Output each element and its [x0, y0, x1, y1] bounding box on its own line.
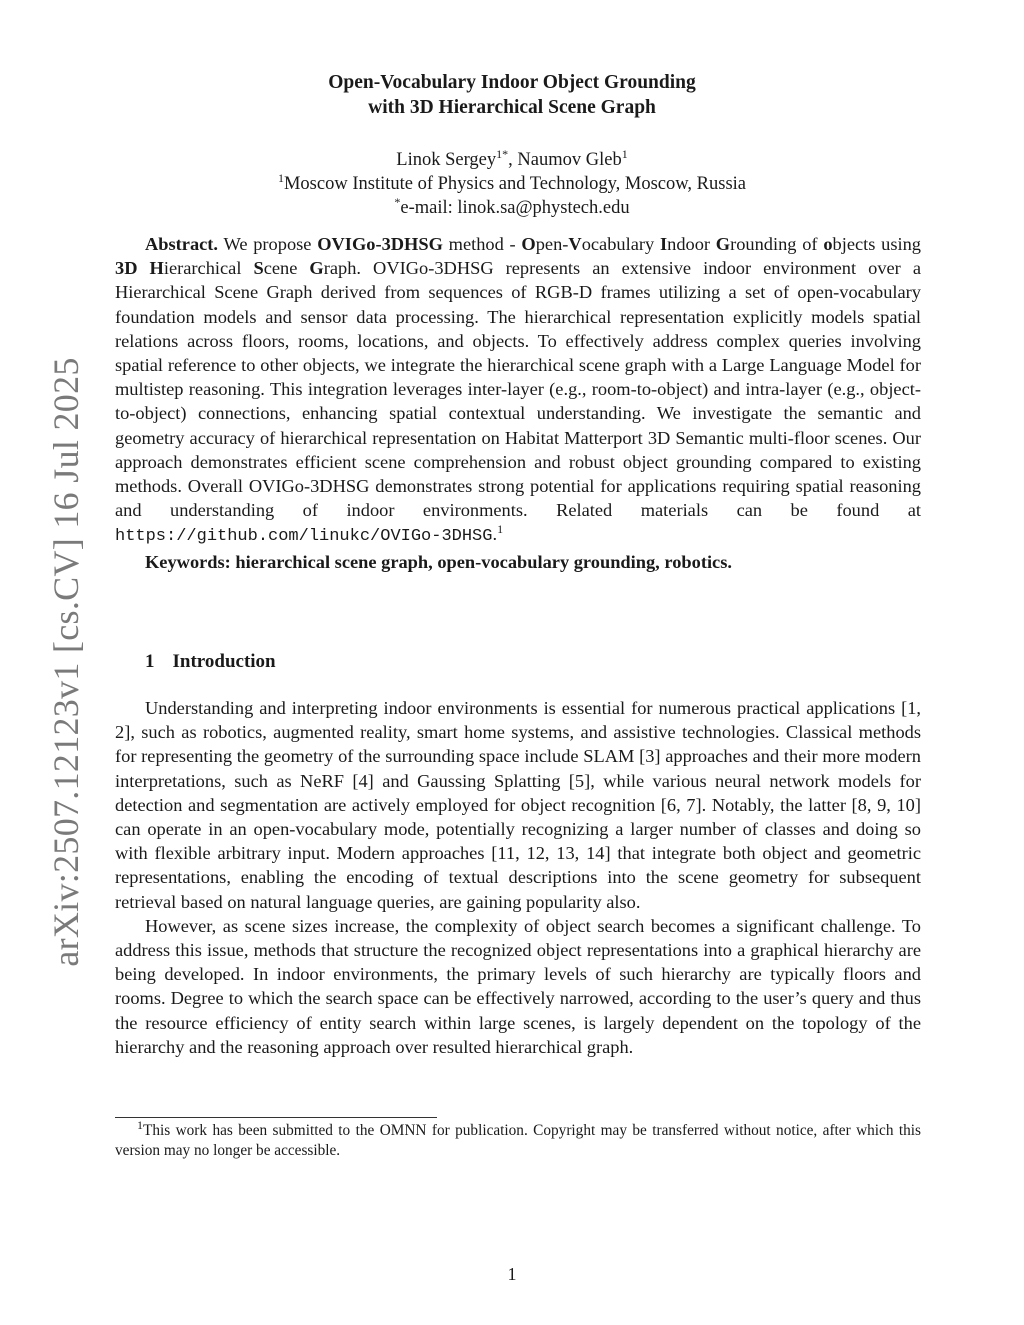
- author-affiliation-mark: 1*: [496, 146, 509, 161]
- abstract-text: method -: [442, 234, 522, 254]
- abstract-text: cene: [263, 258, 310, 279]
- acronym-letter: O: [521, 234, 536, 254]
- abstract-text: ocabulary: [581, 234, 660, 254]
- page-number: 1: [507, 1264, 517, 1284]
- acronym-letter: 3D: [115, 258, 138, 279]
- abstract-label: Abstract.: [145, 234, 219, 254]
- method-name: OVIGo-3DHSG: [317, 234, 443, 254]
- affiliation-text: Moscow Institute of Physics and Technology, Moscow, Russia: [283, 174, 747, 194]
- acronym-letter: G: [715, 234, 731, 254]
- acronym-letter: H: [149, 258, 164, 279]
- acronym-letter: V: [568, 234, 582, 254]
- email-text: e-mail: linok.sa@phystech.edu: [400, 198, 630, 218]
- paper-title-line-1: Open-Vocabulary Indoor Object Grounding: [328, 72, 696, 93]
- affiliation-mark: 1: [277, 170, 284, 185]
- author-list: [0, 148, 1024, 172]
- contact-email: [0, 196, 1024, 220]
- acronym-letter: G: [309, 258, 324, 279]
- section-title: Introduction: [172, 651, 276, 672]
- abstract-text: We propose: [218, 234, 318, 254]
- footnote-mark: 1: [137, 1117, 143, 1132]
- title-block: [0, 70, 1024, 220]
- keywords-line: Keywords: hierarchical scene graph, open-vocabulary grounding, robotics.: [145, 551, 732, 572]
- abstract-text: pen-: [535, 234, 569, 254]
- abstract-text: OVIGo-3DHSG represents an extensive indoor environment over a Hierarchical Scene Graph derived from sequences of RGB-D frames utilizing a set of open-vocabulary foundation models and sensor data processing. The hierarchical representation explicitly models spatial relations across floors, rooms, locations, and objects. To effectively address complex queries involving spatial reference to other objects, we integrate the hierarchical scene graph with a Large Language Model for multistep reasoning. This integration leverages inter-layer (e.g., room-to-object) and intra-layer (e.g., object-to-object) connections, enhancing spatial contextual understanding. We investigate the semantic and geometry accuracy of hierarchical representation on Habitat Matterport 3D Semantic multi-floor scenes. Our approach demonstrates efficient scene comprehension and robust object grounding compared to existing methods. Overall OVIGo-3DHSG demonstrates strong potential for applications requiring spatial reasoning and understanding of indoor environments. Related materials can be found at: [115, 258, 922, 521]
- abstract-text: .: [492, 524, 498, 545]
- abstract-text: ndoor: [667, 234, 716, 254]
- paper-title-line-2: with 3D Hierarchical Scene Graph: [368, 97, 656, 118]
- footnote-paragraph: [115, 1117, 921, 1161]
- acronym-letter: o: [823, 234, 833, 254]
- abstract-section: [115, 232, 921, 574]
- footnote: [115, 1117, 921, 1161]
- intro-paragraph-2: However, as scene sizes increase, the complexity of object search becomes a significant challenge. To address this issue, methods that structure the recognized object representations into a graphical hierarchy are being developed. In indoor environments, the primary levels of such hierarchy are typically floors and rooms. Degree to which the search space can be effectively narrowed, according to the user’s query and thus the resource efficiency of entity search within large scenes, is largely dependent on the topology of the hierarchy and the reasoning approach over resulted hierarchical graph.: [115, 915, 921, 1057]
- abstract-text: rounding of: [730, 234, 824, 254]
- abstract-text: [137, 258, 149, 278]
- author-separator: ,: [508, 150, 518, 170]
- acronym-letter: I: [659, 234, 668, 254]
- author-affiliation-mark: 1: [621, 146, 628, 161]
- author-name: Naumov Gleb: [517, 150, 622, 170]
- affiliation: [0, 172, 1024, 196]
- section-number: 1: [145, 651, 155, 672]
- abstract-text: bjects using: [832, 234, 922, 254]
- repository-link[interactable]: https://github.com/linukc/OVIGo-3DHSG: [115, 527, 493, 547]
- email-mark: *: [394, 194, 401, 209]
- section-heading-introduction: [145, 651, 276, 673]
- acronym-letter: S: [253, 258, 264, 279]
- introduction-section: [115, 696, 921, 1059]
- abstract-text: ierarchical: [163, 258, 254, 279]
- footnote-reference[interactable]: 1: [497, 522, 504, 537]
- arxiv-identifier-stamp: arXiv:2507.12123v1 [cs.CV] 16 Jul 2025: [46, 357, 86, 967]
- abstract-text: raph.: [323, 258, 362, 279]
- footnote-divider: [115, 1117, 437, 1118]
- intro-paragraph-1: Understanding and interpreting indoor environments is essential for numerous practical applications [1, 2], such as robotics, augmented reality, smart home systems, and assistive technologies. Classical methods for representing the geometry of the surrounding space include SLAM [3] approaches and their more modern interpretations, such as NeRF [4] and Gaussing Splatting [5], while various neural network models for detection and segmentation are actively employed for object recognition [6, 7]. Notably, the latter [8, 9, 10] can operate in an open-vocabulary mode, potentially recognizing a larger number of classes and doing so with flexible arbitrary input. Modern approaches [11, 12, 13, 14] that integrate both object and geometric representations, enabling the encoding of textual descriptions into the scene geometry for subsequent retrieval based on natural language queries, are gaining popularity also.: [115, 698, 921, 912]
- author-name: Linok Sergey: [396, 150, 497, 170]
- footnote-text: This work has been submitted to the OMNN for publication. Copyright may be transferred without notice, after which this version may no longer be accessible.: [115, 1122, 921, 1159]
- abstract-paragraph: [115, 232, 921, 550]
